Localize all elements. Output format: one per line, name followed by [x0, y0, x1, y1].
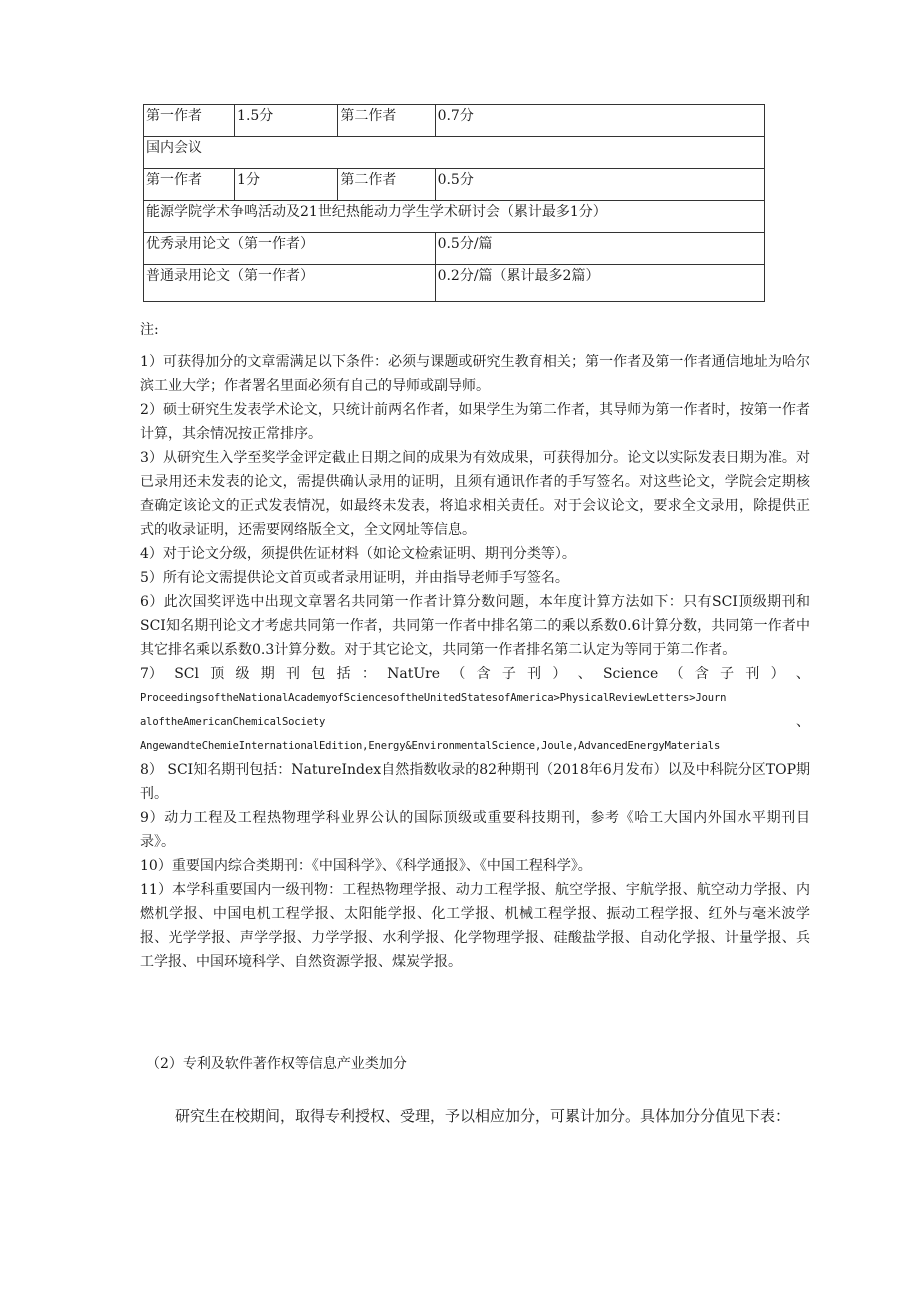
table-cell: 0.5分 [435, 169, 764, 201]
note-5: 5）所有论文需提供论文首页或者录用证明，并由指导老师手写签名。 [140, 570, 569, 586]
table-section-header: 能源学院学术争鸣活动及21世纪热能动力学生学术研讨会（累计最多1分） [144, 201, 765, 233]
note-2: 2）硕士研究生发表学术论文，只统计前两名作者，如果学生为第二作者，其导师为第一作者时，按第一作者计算，其余情况按正常排序。 [140, 402, 810, 442]
note-1: 1）可获得加分的文章需满足以下条件：必须与课题或研究生教育相关；第一作者及第一作者通信地址为哈尔滨工业大学；作者署名里面必须有自己的导师或副导师。 [140, 354, 810, 394]
table-cell: 优秀录用论文（第一作者） [144, 233, 436, 265]
note-3: 3）从研究生入学至奖学金评定截止日期之间的成果为有效成果，可获得加分。论文以实际发表日期为准。对已录用还未发表的论文，需提供确认录用的证明，且须有通讯作者的手写签名。对这些论文，学院会定期核查确定该论文的正式发表情况，如最终未发表，将追求相关责任。对于会议论文，要求全文录用，除提供正式的收录证明，还需要网络版全文，全文网址等信息。 [140, 450, 810, 538]
note-4: 4）对于论文分级，须提供佐证材料（如论文检索证明、期刊分类等）。 [140, 546, 576, 562]
table-cell: 第二作者 [338, 169, 435, 201]
table-row [144, 265, 765, 302]
table-cell: 0.2分/篇（累计最多2篇） [435, 265, 764, 302]
score-table [143, 104, 765, 302]
table-cell: 1分 [235, 169, 338, 201]
table-row [144, 233, 765, 265]
note-9: 9）动力工程及工程热物理学科业界公认的国际顶级或重要科技期刊，参考《哈工大国内外国水平期刊目录》。 [140, 810, 810, 850]
note-10: 10）重要国内综合类期刊：《中国科学》、《科学通报》、《中国工程科学》。 [140, 858, 592, 874]
note-7-line-2: ProceedingsoftheNationalAcademyofSciencesoftheUnitedStatesofAmerica>PhysicalReviewLetters>Journ [140, 692, 727, 704]
table-cell: 第一作者 [144, 105, 235, 137]
notes-label: 注: [140, 322, 159, 338]
note-7-line-3: aloftheAmericanChemicalSociety 、 [140, 714, 810, 730]
table-cell: 第一作者 [144, 169, 235, 201]
note-7-line-4: AngewandteChemieInternationalEdition,Energy&EnvironmentalScience,Joule,AdvancedEnergyMaterials [140, 740, 721, 752]
table-cell: 0.7分 [435, 105, 764, 137]
table-row [144, 169, 765, 201]
section-paragraph: 研究生在校期间，取得专利授权、受理，予以相应加分，可累计加分。具体加分分值见下表： [175, 1107, 791, 1125]
table-cell: 第二作者 [338, 105, 435, 137]
table-cell: 1.5分 [235, 105, 338, 137]
table-row [144, 105, 765, 137]
note-7-line-1: 7） SCl 顶 级 期 刊 包 括 ： NatUre （ 含 子 刊 ） 、 Science （ 含 子 刊 ） 、 [140, 666, 810, 682]
note-8: 8） SCI知名期刊包括：NatureIndex自然指数收录的82种期刊（2018年6月发布）以及中科院分区TOP期刊。 [140, 762, 810, 802]
section-title: （2）专利及软件著作权等信息产业类加分 [146, 1056, 407, 1072]
table-row [144, 201, 765, 233]
table-cell: 普通录用论文（第一作者） [144, 265, 436, 302]
table-section-header: 国内会议 [144, 137, 765, 169]
table-row [144, 137, 765, 169]
notes-section [140, 318, 810, 974]
table-cell: 0.5分/篇 [435, 233, 764, 265]
note-11: 11）本学科重要国内一级刊物：工程热物理学报、动力工程学报、航空学报、宇航学报、航空动力学报、内燃机学报、中国电机工程学报、太阳能学报、化工学报、机械工程学报、振动工程学报、红外与毫米波学报、光学学报、声学学报、力学学报、水利学报、化学物理学报、硅酸盐学报、自动化学报、计量学报、兵工学报、中国环境科学、自然资源学报、煤炭学报。 [140, 882, 810, 970]
note-6: 6）此次国奖评选中出现文章署名共同第一作者计算分数问题，本年度计算方法如下：只有SCI顶级期刊和SCI知名期刊论文才考虑共同第一作者，共同第一作者中排名第二的乘以系数0.6计算分数，共同第一作者中其它排名乘以系数0.3计算分数。对于其它论文，共同第一作者排名第二认定为等同于第二作者。 [140, 594, 810, 658]
